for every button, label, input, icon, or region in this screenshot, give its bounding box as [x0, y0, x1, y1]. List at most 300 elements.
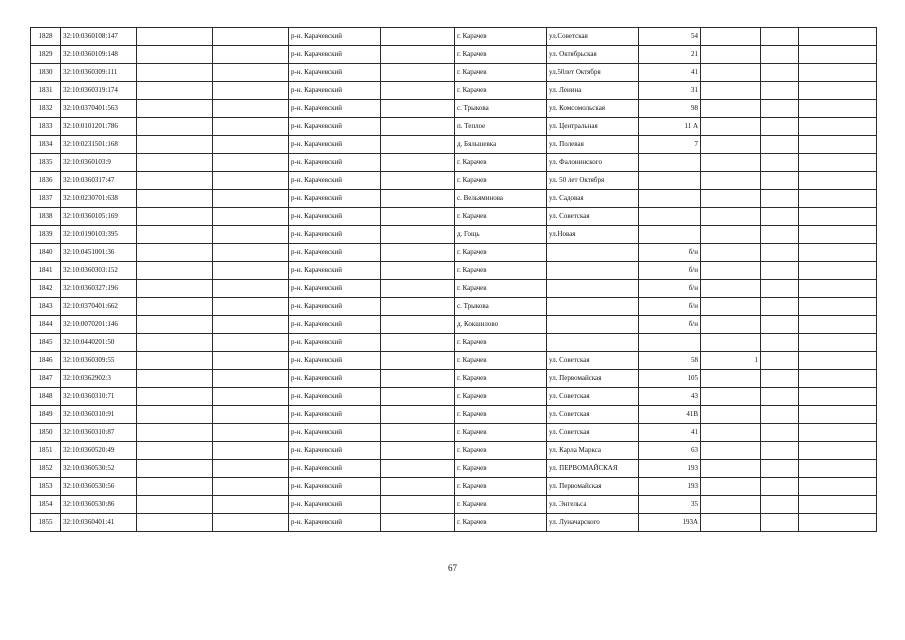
extra-value-cell — [701, 154, 761, 172]
street-cell: ул. Октябрьская — [547, 46, 639, 64]
cadastral-number-cell: 32:10:0360401:41 — [61, 514, 137, 532]
empty-cell — [213, 136, 289, 154]
house-number-cell — [639, 190, 701, 208]
row-number-cell: 1853 — [31, 478, 61, 496]
empty-cell — [137, 352, 213, 370]
empty-cell — [799, 190, 877, 208]
empty-cell — [137, 118, 213, 136]
cadastral-number-cell: 32:10:0360520:49 — [61, 442, 137, 460]
empty-cell — [761, 280, 799, 298]
cadastral-number-cell: 32:10:0360105:169 — [61, 208, 137, 226]
empty-cell — [137, 460, 213, 478]
empty-cell — [761, 46, 799, 64]
empty-cell — [381, 46, 455, 64]
empty-cell — [137, 514, 213, 532]
row-number-cell: 1848 — [31, 388, 61, 406]
cadastral-number-cell: 32:10:0360309:111 — [61, 64, 137, 82]
empty-cell — [761, 334, 799, 352]
row-number-cell: 1839 — [31, 226, 61, 244]
locality-cell: г. Карачев — [455, 352, 547, 370]
house-number-cell: 193 — [639, 478, 701, 496]
cadastral-number-cell: 32:10:0360530:56 — [61, 478, 137, 496]
empty-cell — [761, 172, 799, 190]
empty-cell — [381, 100, 455, 118]
empty-cell — [761, 28, 799, 46]
empty-cell — [213, 460, 289, 478]
table-row — [31, 334, 877, 352]
row-number-cell: 1828 — [31, 28, 61, 46]
empty-cell — [213, 388, 289, 406]
extra-value-cell — [701, 136, 761, 154]
empty-cell — [213, 226, 289, 244]
district-cell: р-н. Карачевский — [289, 298, 381, 316]
empty-cell — [799, 316, 877, 334]
empty-cell — [799, 370, 877, 388]
empty-cell — [137, 28, 213, 46]
extra-value-cell — [701, 298, 761, 316]
district-cell: р-н. Карачевский — [289, 280, 381, 298]
empty-cell — [799, 172, 877, 190]
district-cell: р-н. Карачевский — [289, 244, 381, 262]
locality-cell: г. Карачев — [455, 262, 547, 280]
locality-cell: г. Карачев — [455, 280, 547, 298]
house-number-cell: 11 А — [639, 118, 701, 136]
extra-value-cell — [701, 334, 761, 352]
table-row — [31, 406, 877, 424]
empty-cell — [137, 496, 213, 514]
house-number-cell: 41 — [639, 424, 701, 442]
cadastral-number-cell: 32:10:0360103:9 — [61, 154, 137, 172]
locality-cell: г. Карачев — [455, 442, 547, 460]
empty-cell — [137, 298, 213, 316]
table-row — [31, 208, 877, 226]
extra-value-cell — [701, 478, 761, 496]
empty-cell — [213, 28, 289, 46]
table-row — [31, 514, 877, 532]
extra-value-cell — [701, 100, 761, 118]
empty-cell — [761, 298, 799, 316]
house-number-cell: 54 — [639, 28, 701, 46]
cadastral-number-cell: 32:10:0360108:147 — [61, 28, 137, 46]
row-number-cell: 1842 — [31, 280, 61, 298]
empty-cell — [799, 28, 877, 46]
table-row — [31, 280, 877, 298]
street-cell: ул. ПЕРВОМАЙСКАЯ — [547, 460, 639, 478]
district-cell: р-н. Карачевский — [289, 424, 381, 442]
empty-cell — [137, 208, 213, 226]
district-cell: р-н. Карачевский — [289, 100, 381, 118]
empty-cell — [799, 82, 877, 100]
extra-value-cell — [701, 460, 761, 478]
empty-cell — [381, 352, 455, 370]
empty-cell — [761, 406, 799, 424]
cadastral-number-cell: 32:10:0070201:146 — [61, 316, 137, 334]
empty-cell — [213, 82, 289, 100]
empty-cell — [799, 280, 877, 298]
house-number-cell: 31 — [639, 82, 701, 100]
district-cell: р-н. Карачевский — [289, 388, 381, 406]
table-row — [31, 460, 877, 478]
row-number-cell: 1844 — [31, 316, 61, 334]
row-number-cell: 1830 — [31, 64, 61, 82]
street-cell: ул. Полевая — [547, 136, 639, 154]
table-row — [31, 298, 877, 316]
house-number-cell: 41 — [639, 64, 701, 82]
empty-cell — [137, 280, 213, 298]
empty-cell — [381, 118, 455, 136]
locality-cell: г. Карачев — [455, 172, 547, 190]
empty-cell — [761, 514, 799, 532]
cadastral-number-cell: 32:10:0360309:55 — [61, 352, 137, 370]
empty-cell — [137, 82, 213, 100]
district-cell: р-н. Карачевский — [289, 478, 381, 496]
empty-cell — [799, 298, 877, 316]
empty-cell — [381, 136, 455, 154]
empty-cell — [799, 352, 877, 370]
house-number-cell — [639, 334, 701, 352]
row-number-cell: 1831 — [31, 82, 61, 100]
empty-cell — [381, 334, 455, 352]
empty-cell — [213, 190, 289, 208]
empty-cell — [761, 262, 799, 280]
empty-cell — [799, 334, 877, 352]
locality-cell: г. Карачев — [455, 334, 547, 352]
empty-cell — [761, 154, 799, 172]
row-number-cell: 1846 — [31, 352, 61, 370]
house-number-cell: 58 — [639, 352, 701, 370]
house-number-cell: 63 — [639, 442, 701, 460]
street-cell — [547, 298, 639, 316]
locality-cell: д. Гощь — [455, 226, 547, 244]
row-number-cell: 1854 — [31, 496, 61, 514]
house-number-cell: б/н — [639, 298, 701, 316]
empty-cell — [381, 514, 455, 532]
table-row — [31, 388, 877, 406]
extra-value-cell — [701, 280, 761, 298]
street-cell — [547, 244, 639, 262]
locality-cell: д. Кокшилово — [455, 316, 547, 334]
cadastral-number-cell: 32:10:0440201:50 — [61, 334, 137, 352]
cadastral-number-cell: 32:10:0101201:786 — [61, 118, 137, 136]
street-cell — [547, 334, 639, 352]
street-cell: ул. Центральная — [547, 118, 639, 136]
house-number-cell: 41В — [639, 406, 701, 424]
district-cell: р-н. Карачевский — [289, 136, 381, 154]
empty-cell — [137, 46, 213, 64]
table-row — [31, 64, 877, 82]
empty-cell — [137, 190, 213, 208]
extra-value-cell — [701, 388, 761, 406]
cadastral-number-cell: 32:10:0362902:3 — [61, 370, 137, 388]
empty-cell — [381, 208, 455, 226]
district-cell: р-н. Карачевский — [289, 208, 381, 226]
empty-cell — [761, 118, 799, 136]
empty-cell — [213, 406, 289, 424]
empty-cell — [761, 244, 799, 262]
street-cell: ул. Советская — [547, 424, 639, 442]
house-number-cell: б/н — [639, 280, 701, 298]
empty-cell — [799, 46, 877, 64]
street-cell: ул. Луначарского — [547, 514, 639, 532]
empty-cell — [761, 100, 799, 118]
register-table-body — [31, 28, 877, 532]
row-number-cell: 1833 — [31, 118, 61, 136]
locality-cell: г. Карачев — [455, 514, 547, 532]
cadastral-number-cell: 32:10:0360327:196 — [61, 280, 137, 298]
locality-cell: с. Трыкова — [455, 100, 547, 118]
empty-cell — [381, 244, 455, 262]
empty-cell — [137, 172, 213, 190]
empty-cell — [137, 370, 213, 388]
empty-cell — [381, 424, 455, 442]
house-number-cell — [639, 154, 701, 172]
empty-cell — [137, 226, 213, 244]
extra-value-cell: 1 — [701, 352, 761, 370]
cadastral-number-cell: 32:10:0360310:87 — [61, 424, 137, 442]
street-cell — [547, 316, 639, 334]
empty-cell — [137, 388, 213, 406]
empty-cell — [761, 496, 799, 514]
empty-cell — [799, 64, 877, 82]
house-number-cell: 98 — [639, 100, 701, 118]
empty-cell — [137, 478, 213, 496]
house-number-cell: 193А — [639, 514, 701, 532]
empty-cell — [213, 352, 289, 370]
empty-cell — [137, 316, 213, 334]
empty-cell — [799, 118, 877, 136]
cadastral-number-cell: 32:10:0370401:662 — [61, 298, 137, 316]
empty-cell — [799, 424, 877, 442]
empty-cell — [761, 136, 799, 154]
locality-cell: с. Трыкова — [455, 298, 547, 316]
extra-value-cell — [701, 316, 761, 334]
row-number-cell: 1837 — [31, 190, 61, 208]
district-cell: р-н. Карачевский — [289, 82, 381, 100]
empty-cell — [137, 334, 213, 352]
row-number-cell: 1851 — [31, 442, 61, 460]
empty-cell — [137, 244, 213, 262]
empty-cell — [799, 244, 877, 262]
house-number-cell: 7 — [639, 136, 701, 154]
cadastral-number-cell: 32:10:0231501:168 — [61, 136, 137, 154]
row-number-cell: 1841 — [31, 262, 61, 280]
row-number-cell: 1836 — [31, 172, 61, 190]
empty-cell — [381, 460, 455, 478]
district-cell: р-н. Карачевский — [289, 370, 381, 388]
empty-cell — [381, 478, 455, 496]
row-number-cell: 1829 — [31, 46, 61, 64]
locality-cell: г. Карачев — [455, 82, 547, 100]
empty-cell — [761, 424, 799, 442]
street-cell: ул. Ленина — [547, 82, 639, 100]
locality-cell: п. Теплое — [455, 118, 547, 136]
empty-cell — [381, 406, 455, 424]
cadastral-number-cell: 32:10:0451001:36 — [61, 244, 137, 262]
empty-cell — [213, 172, 289, 190]
street-cell: ул.Советская — [547, 28, 639, 46]
district-cell: р-н. Карачевский — [289, 352, 381, 370]
empty-cell — [213, 64, 289, 82]
empty-cell — [761, 370, 799, 388]
table-row — [31, 136, 877, 154]
locality-cell: г. Карачев — [455, 496, 547, 514]
empty-cell — [213, 118, 289, 136]
extra-value-cell — [701, 496, 761, 514]
table-row — [31, 478, 877, 496]
extra-value-cell — [701, 118, 761, 136]
empty-cell — [213, 442, 289, 460]
extra-value-cell — [701, 28, 761, 46]
locality-cell: г. Карачев — [455, 208, 547, 226]
locality-cell: г. Карачев — [455, 28, 547, 46]
district-cell: р-н. Карачевский — [289, 154, 381, 172]
table-row — [31, 190, 877, 208]
empty-cell — [213, 244, 289, 262]
empty-cell — [381, 280, 455, 298]
house-number-cell: 193 — [639, 460, 701, 478]
table-row — [31, 352, 877, 370]
extra-value-cell — [701, 64, 761, 82]
extra-value-cell — [701, 46, 761, 64]
extra-value-cell — [701, 442, 761, 460]
row-number-cell: 1850 — [31, 424, 61, 442]
district-cell: р-н. Карачевский — [289, 190, 381, 208]
extra-value-cell — [701, 82, 761, 100]
empty-cell — [137, 262, 213, 280]
empty-cell — [213, 478, 289, 496]
empty-cell — [799, 514, 877, 532]
empty-cell — [381, 28, 455, 46]
cadastral-number-cell: 32:10:0360109:148 — [61, 46, 137, 64]
district-cell: р-н. Карачевский — [289, 262, 381, 280]
row-number-cell: 1852 — [31, 460, 61, 478]
locality-cell: г. Карачев — [455, 424, 547, 442]
house-number-cell — [639, 208, 701, 226]
empty-cell — [799, 388, 877, 406]
cadastral-number-cell: 32:10:0360317:47 — [61, 172, 137, 190]
empty-cell — [799, 226, 877, 244]
district-cell: р-н. Карачевский — [289, 226, 381, 244]
empty-cell — [381, 316, 455, 334]
district-cell: р-н. Карачевский — [289, 442, 381, 460]
empty-cell — [213, 154, 289, 172]
empty-cell — [381, 496, 455, 514]
locality-cell: г. Карачев — [455, 478, 547, 496]
locality-cell: г. Карачев — [455, 406, 547, 424]
row-number-cell: 1835 — [31, 154, 61, 172]
extra-value-cell — [701, 172, 761, 190]
house-number-cell — [639, 172, 701, 190]
cadastral-number-cell: 32:10:0190103:395 — [61, 226, 137, 244]
street-cell: ул. Садовая — [547, 190, 639, 208]
row-number-cell: 1838 — [31, 208, 61, 226]
house-number-cell — [639, 226, 701, 244]
house-number-cell: б/н — [639, 316, 701, 334]
empty-cell — [799, 478, 877, 496]
street-cell: ул. Энгельса — [547, 496, 639, 514]
empty-cell — [799, 262, 877, 280]
page-number: 67 — [448, 563, 457, 573]
row-number-cell: 1834 — [31, 136, 61, 154]
cadastral-number-cell: 32:10:0360310:91 — [61, 406, 137, 424]
empty-cell — [799, 496, 877, 514]
table-row — [31, 226, 877, 244]
district-cell: р-н. Карачевский — [289, 334, 381, 352]
row-number-cell: 1849 — [31, 406, 61, 424]
empty-cell — [799, 154, 877, 172]
district-cell: р-н. Карачевский — [289, 460, 381, 478]
locality-cell: г. Карачев — [455, 370, 547, 388]
cadastral-number-cell: 32:10:0370401:563 — [61, 100, 137, 118]
empty-cell — [381, 370, 455, 388]
empty-cell — [137, 442, 213, 460]
table-row — [31, 424, 877, 442]
street-cell: ул. Советская — [547, 388, 639, 406]
empty-cell — [761, 208, 799, 226]
empty-cell — [799, 406, 877, 424]
table-row — [31, 244, 877, 262]
row-number-cell: 1843 — [31, 298, 61, 316]
street-cell — [547, 262, 639, 280]
extra-value-cell — [701, 190, 761, 208]
empty-cell — [381, 190, 455, 208]
extra-value-cell — [701, 514, 761, 532]
table-row — [31, 496, 877, 514]
row-number-cell: 1840 — [31, 244, 61, 262]
extra-value-cell — [701, 262, 761, 280]
empty-cell — [213, 370, 289, 388]
table-row — [31, 172, 877, 190]
cadastral-number-cell: 32:10:0230701:638 — [61, 190, 137, 208]
cadastral-number-cell: 32:10:0360319:174 — [61, 82, 137, 100]
empty-cell — [137, 100, 213, 118]
house-number-cell: б/н — [639, 262, 701, 280]
locality-cell: д. Бяльшевка — [455, 136, 547, 154]
empty-cell — [799, 136, 877, 154]
empty-cell — [381, 388, 455, 406]
table-row — [31, 154, 877, 172]
empty-cell — [381, 298, 455, 316]
street-cell: ул. Первомайская — [547, 370, 639, 388]
empty-cell — [761, 478, 799, 496]
empty-cell — [213, 298, 289, 316]
cadastral-number-cell: 32:10:0360530:86 — [61, 496, 137, 514]
locality-cell: г. Карачев — [455, 388, 547, 406]
street-cell: ул.Новая — [547, 226, 639, 244]
empty-cell — [213, 514, 289, 532]
empty-cell — [761, 388, 799, 406]
district-cell: р-н. Карачевский — [289, 64, 381, 82]
table-row — [31, 316, 877, 334]
street-cell: ул. Советская — [547, 406, 639, 424]
empty-cell — [761, 82, 799, 100]
empty-cell — [213, 280, 289, 298]
empty-cell — [137, 154, 213, 172]
empty-cell — [137, 406, 213, 424]
empty-cell — [761, 226, 799, 244]
table-row — [31, 442, 877, 460]
district-cell: р-н. Карачевский — [289, 46, 381, 64]
table-row — [31, 262, 877, 280]
district-cell: р-н. Карачевский — [289, 118, 381, 136]
house-number-cell: 21 — [639, 46, 701, 64]
locality-cell: г. Карачев — [455, 154, 547, 172]
empty-cell — [761, 64, 799, 82]
table-row — [31, 100, 877, 118]
empty-cell — [137, 64, 213, 82]
house-number-cell: 43 — [639, 388, 701, 406]
empty-cell — [799, 442, 877, 460]
